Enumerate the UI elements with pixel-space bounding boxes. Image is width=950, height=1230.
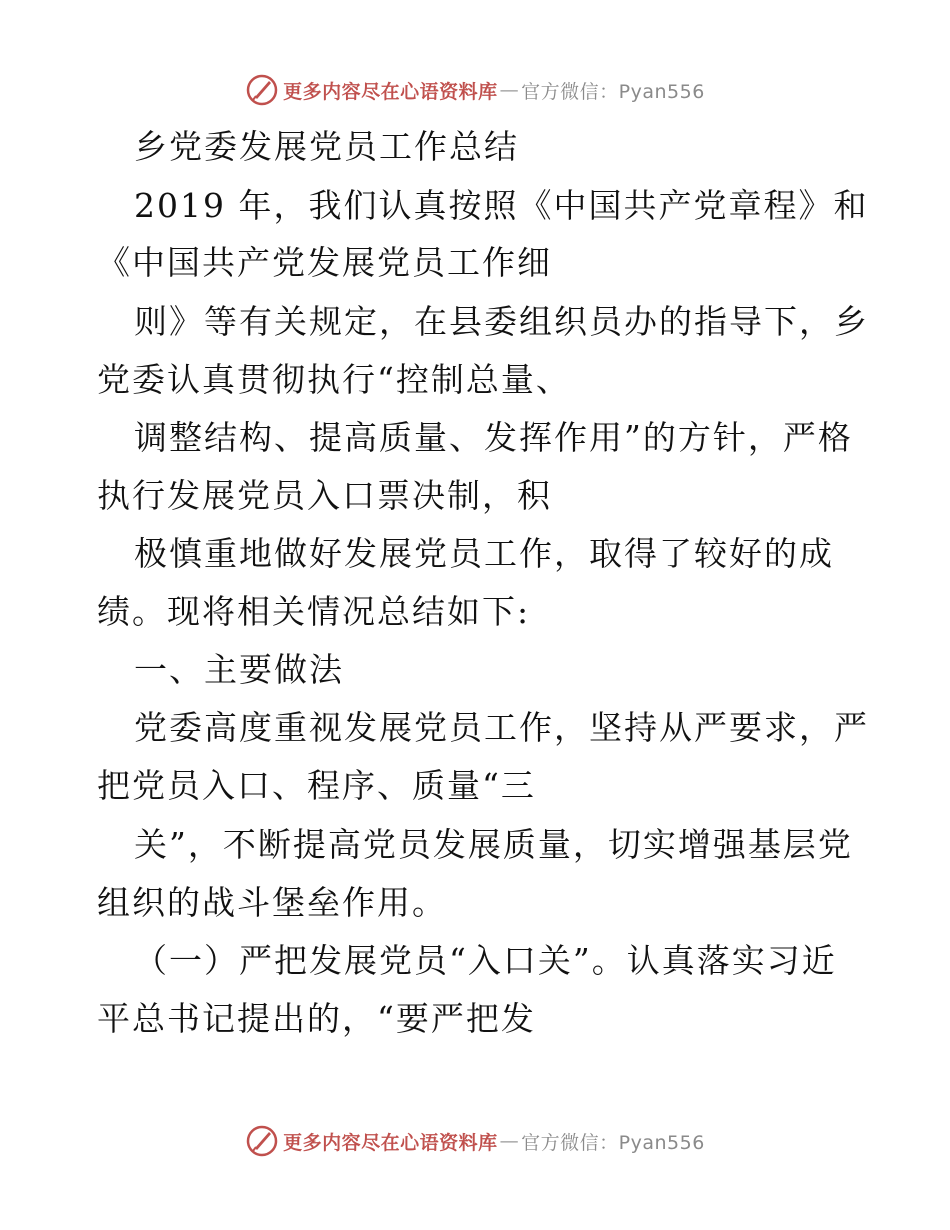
watermark-separator: — — [499, 1130, 520, 1152]
paragraph-line: 党委高度重视发展党员工作，坚持从严要求，严 — [134, 708, 869, 747]
paragraph-line: 则》等有关规定，在县委组织员办的指导下，乡 — [134, 302, 869, 341]
paragraph-line: 平总书记提出的，“要严把发 — [97, 999, 536, 1038]
watermark-main-text: 更多内容尽在心语资料库 — [283, 80, 498, 103]
paragraph-line: 党委认真贯彻执行“控制总量、 — [97, 360, 571, 399]
header-watermark — [0, 70, 950, 110]
paragraph-line: 《中国共产党发展党员工作细 — [97, 243, 552, 282]
watermark-contact-text: 官方微信：Pyan556 — [521, 80, 705, 103]
paragraph-line: （一）严把发展党员“入口关”。认真落实习近 — [134, 941, 837, 980]
watermark-main-text: 更多内容尽在心语资料库 — [283, 1131, 498, 1154]
quill-logo-icon — [245, 1124, 279, 1158]
section-heading: 一、主要做法 — [134, 650, 344, 689]
paragraph-line: 组织的战斗堡垒作用。 — [97, 883, 447, 922]
paragraph-line: 把党员入口、程序、质量“三 — [97, 766, 536, 805]
paragraph-line: 调整结构、提高质量、发挥作用”的方针，严格 — [134, 418, 853, 457]
paragraph-line: 关”，不断提高党员发展质量，切实增强基层党 — [134, 825, 853, 864]
paragraph-line: 执行发展党员入口票决制，积 — [97, 476, 552, 515]
paragraph-line: 极慎重地做好发展党员工作，取得了较好的成 — [134, 534, 834, 573]
quill-logo-icon — [245, 73, 279, 107]
paragraph-line: 绩。现将相关情况总结如下: — [97, 592, 531, 631]
watermark-separator: — — [499, 79, 520, 101]
document-title: 乡党委发展党员工作总结 — [134, 127, 519, 166]
watermark-contact-text: 官方微信：Pyan556 — [521, 1131, 705, 1154]
paragraph-line: 2019 年，我们认真按照《中国共产党章程》和 — [134, 186, 869, 225]
footer-watermark — [0, 1121, 950, 1161]
